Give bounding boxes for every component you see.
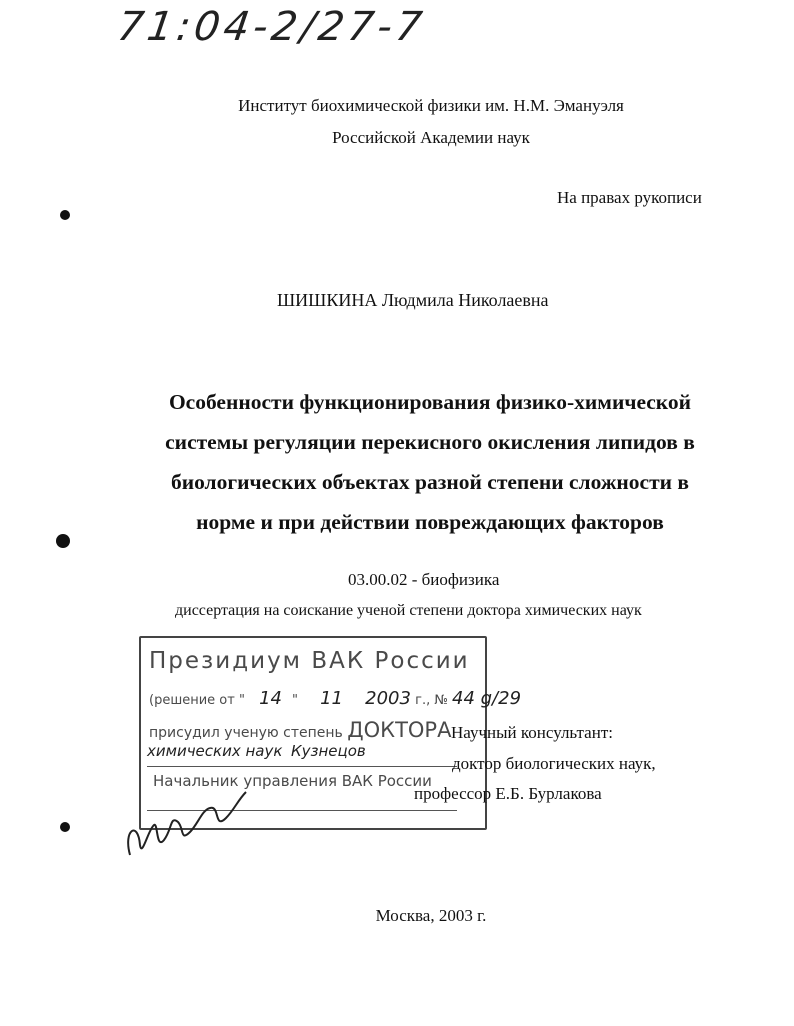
stamp-year-suffix: г., № — [415, 693, 448, 708]
stamp-awarded-line — [149, 718, 451, 742]
stamp-decision-prefix: (решение от " — [149, 693, 245, 708]
stamp-number: 44 g/29 — [452, 688, 522, 709]
stamp-degree-word: ДОКТОРА — [347, 718, 452, 742]
signature-stroke — [128, 792, 246, 855]
stamp-chief: Начальник управления ВАК России — [153, 772, 432, 790]
stamp-year: 2003 — [365, 688, 411, 709]
consultant-name: профессор Е.Б. Бурлакова — [414, 784, 602, 803]
title-line: биологических объектах разной степени сложности в — [170, 470, 690, 494]
degree-description: диссертация на соискание ученой степени доктора химических наук — [175, 602, 642, 619]
title-line: норме и при действии повреждающих факторов — [196, 510, 664, 534]
institute-name: Институт биохимической физики им. Н.М. Эмануэля — [238, 96, 624, 115]
consultant-label: Научный консультант: — [451, 723, 613, 742]
city-year: Москва, 2003 г. — [375, 906, 487, 925]
specialty: 03.00.02 - биофизика — [348, 570, 500, 589]
punch-mark — [60, 822, 70, 832]
stamp-day: 14 — [259, 688, 282, 709]
author-name: ШИШКИНА Людмила Николаевна — [277, 290, 549, 310]
dissertation-title — [130, 382, 730, 542]
archive-number: 71:04-2/27-7 — [114, 4, 429, 50]
stamp-field: химических наук — [147, 742, 283, 760]
stamp-signature: Кузнецов — [291, 742, 366, 760]
stamp-decision-line: (решение от " 14 " 11 2003 г., № 44 g/29 — [149, 688, 522, 709]
consultant-degree: доктор биологических наук, — [452, 754, 656, 773]
stamp-month: 11 — [320, 688, 344, 709]
title-line: системы регуляции перекисного окисления липидов в — [165, 430, 695, 454]
stamp-rule — [147, 766, 457, 767]
title-line: Особенности функционирования физико-химической — [168, 390, 692, 414]
stamp-awarded: присудил ученую степень — [149, 725, 343, 741]
punch-mark — [60, 210, 70, 220]
punch-mark — [56, 534, 70, 548]
academy-name: Российской Академии наук — [332, 128, 530, 147]
stamp-header: Президиум ВАК России — [149, 648, 470, 674]
handwritten-signature — [118, 770, 258, 870]
rights-note: На правах рукописи — [557, 188, 702, 207]
